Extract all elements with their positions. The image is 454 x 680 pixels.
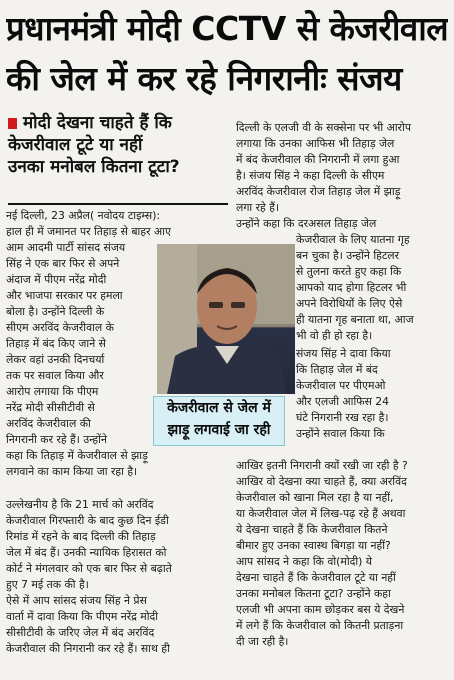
- article-column-left: [6, 208, 171, 480]
- article-line: उनका मनोबल कितना टूटा? उन्होंने कहा: [236, 587, 391, 600]
- article-line: बीमार हुए उनका स्वास्थ बिगड़ा या नहीं?: [236, 539, 391, 552]
- pull-quote-line: केजरीवाल से जेल में: [167, 400, 271, 416]
- red-square-bullet-icon: [8, 118, 17, 129]
- article-line: दिल्ली के एलजी वी के सक्सेना पर भी आरोप: [236, 121, 411, 134]
- article-line: में बंद केजरीवाल की निगरानी में लगा हुआ: [236, 153, 400, 166]
- article-line: नरेंद्र मोदी सीसीटीवी से: [6, 401, 95, 414]
- article-line: लगा रहे हैं।: [236, 201, 280, 214]
- article-line: हाल ही में जमानत पर तिहाड़ से बाहर आए: [6, 225, 171, 238]
- article-line: और भाजपा सरकार पर हमला: [6, 289, 123, 302]
- article-line: सीसीटीवी के जरिए जेल में बंद अरविंद: [6, 626, 155, 639]
- article-line: सिंह ने एक बार फिर से अपने: [6, 257, 120, 270]
- article-line: लगवाने का काम किया जा रहा है।: [6, 465, 138, 478]
- article-line: लेकर वहां उनकी दिनचर्या: [6, 353, 105, 366]
- headline: [6, 4, 448, 106]
- article-line: आखिर इतनी निगरानी क्यों रखी जा रही है ?: [236, 459, 408, 472]
- article-line: ये देखना चाहते हैं कि केजरीवाल कितने: [236, 523, 388, 536]
- article-line: से तुलना करते हुए कहा कि: [296, 265, 402, 278]
- article-line: जेल में बंद हैं। उनकी न्यायिक हिरासत को: [6, 546, 167, 559]
- article-line: तिहाड़ में बंद किए जाने से: [6, 337, 106, 350]
- article-line: ही यातना गृह बनाता था, आज: [296, 313, 414, 326]
- headline-line: प्रधानमंत्री मोदी CCTV से केजरीवाल: [6, 9, 448, 48]
- sanjay-singh-photo: [157, 244, 295, 394]
- article-line: एलजी भी अपना काम छोड़कर बस ये देखने: [236, 603, 405, 616]
- article-column-left-bottom: [6, 497, 228, 657]
- article-line: अंदाज में पीएम नरेंद्र मोदी: [6, 273, 107, 286]
- article-line: और एलजी आफिस 24: [296, 395, 390, 408]
- article-line: आप सांसद ने कहा कि वो(मोदी) ये: [236, 555, 373, 568]
- article-line: अपने विरोधियों के लिए ऐसे: [296, 297, 403, 310]
- pull-quote: [153, 396, 285, 446]
- subheadline-line: मोदी देखना चाहते हैं कि: [8, 112, 228, 134]
- article-line: संजय सिंह ने दावा किया: [296, 347, 391, 360]
- article-line: दी जा रही है।: [236, 635, 289, 648]
- article-line: उल्लेखनीय है कि 21 मार्च को अरविंद: [6, 498, 154, 511]
- article-column-right: [236, 120, 448, 232]
- article-line: भी वो ही हो रहा है।: [296, 329, 373, 342]
- article-line: नई दिल्ली, 23 अप्रैल( नवोदय टाइम्स):: [6, 209, 161, 222]
- subheadline: [8, 112, 228, 204]
- portrait-photo-icon: [157, 244, 295, 394]
- article-line: अरविंद केजरीवाल रोज तिहाड़ जेल में झाड़ू: [236, 185, 401, 198]
- article-column-right-narrow: [296, 232, 448, 344]
- article-line: कोर्ट ने मंगलवार को एक बार फिर से बढ़ाते: [6, 562, 172, 575]
- article-line: या केजरीवाल जेल में लिख-पढ़ रहे हैं अथवा: [236, 507, 406, 520]
- article-line: केजरीवाल को खाना मिल रहा है या नहीं,: [236, 491, 394, 504]
- pull-quote-line: झाड़ू लगवाई जा रही: [167, 422, 271, 438]
- article-line: वार्ता में दावा किया कि पीएम नरेंद्र मोदी: [6, 610, 159, 623]
- article-line: में लगे हैं कि केजरीवाल को कितनी प्रताड़ना: [236, 619, 404, 632]
- article-line: बन चुका है। उन्होंने हिटलर: [296, 249, 400, 262]
- article-line: घंटे निगरानी रख रहा है।: [296, 411, 389, 424]
- article-line: देखना चाहते हैं कि केजरीवाल टूटे या नहीं: [236, 571, 396, 584]
- article-line: बोला है। उन्होंने दिल्ली के: [6, 305, 105, 318]
- article-line: आपको याद होगा हिटलर भी: [296, 281, 407, 294]
- article-line: है। संजय सिंह ने कहा दिल्ली के सीएम: [236, 169, 385, 182]
- headline-line: की जेल में कर रहे निगरानीः संजय: [6, 59, 402, 98]
- subheadline-line: उनका मनोबल कितना टूटा?: [8, 157, 180, 177]
- article-line: उन्होंने सवाल किया कि: [296, 427, 385, 440]
- article-line: सीएम अरविंद केजरीवाल के: [6, 321, 114, 334]
- article-line: अरविंद केजरीवाल की: [6, 417, 91, 430]
- article-column-right-bottom: [236, 458, 448, 650]
- article-line: आरोप लगाया कि पीएम: [6, 385, 99, 398]
- article-line: निगरानी कर रहे हैं। उन्होंने: [6, 433, 107, 446]
- article-line: रिमांड में रहने के बाद दिल्ली की तिहाड़: [6, 530, 156, 543]
- article-line: केजरीवाल के लिए यातना गृह: [296, 233, 410, 246]
- article-line: केजरीवाल की निगरानी कर रहे हैं। साथ ही: [6, 642, 170, 655]
- article-line: कि तिहाड़ जेल में बंद: [296, 363, 378, 376]
- article-line: लगाया कि उनका आफिस भी तिहाड़ जेल: [236, 137, 395, 150]
- subheadline-divider: [8, 203, 228, 205]
- article-line: उन्होंने कहा कि दरअसल तिहाड़ जेल: [236, 217, 377, 230]
- article-line: तक पर सवाल किया और: [6, 369, 104, 382]
- article-line: आखिर वो देखना क्या चाहते हैं, क्या अरविंद: [236, 475, 407, 488]
- subheadline-line: केजरीवाल टूटे या नहीं: [8, 135, 143, 155]
- article-line: ऐसे में आप सांसद संजय सिंह ने प्रेस: [6, 594, 147, 607]
- article-line: हुए 7 मई तक की है।: [6, 578, 89, 591]
- article-line: केजरीवाल गिरफ्तारी के बाद कुछ दिन ईडी: [6, 514, 169, 527]
- article-line: कहा कि तिहाड़ में केजरीवाल से झाड़ू: [6, 449, 148, 462]
- article-line: आम आदमी पार्टी सांसद संजय: [6, 241, 126, 254]
- article-column-right-mid: [296, 346, 448, 442]
- article-line: केजरीवाल पर पीएमओ: [296, 379, 386, 392]
